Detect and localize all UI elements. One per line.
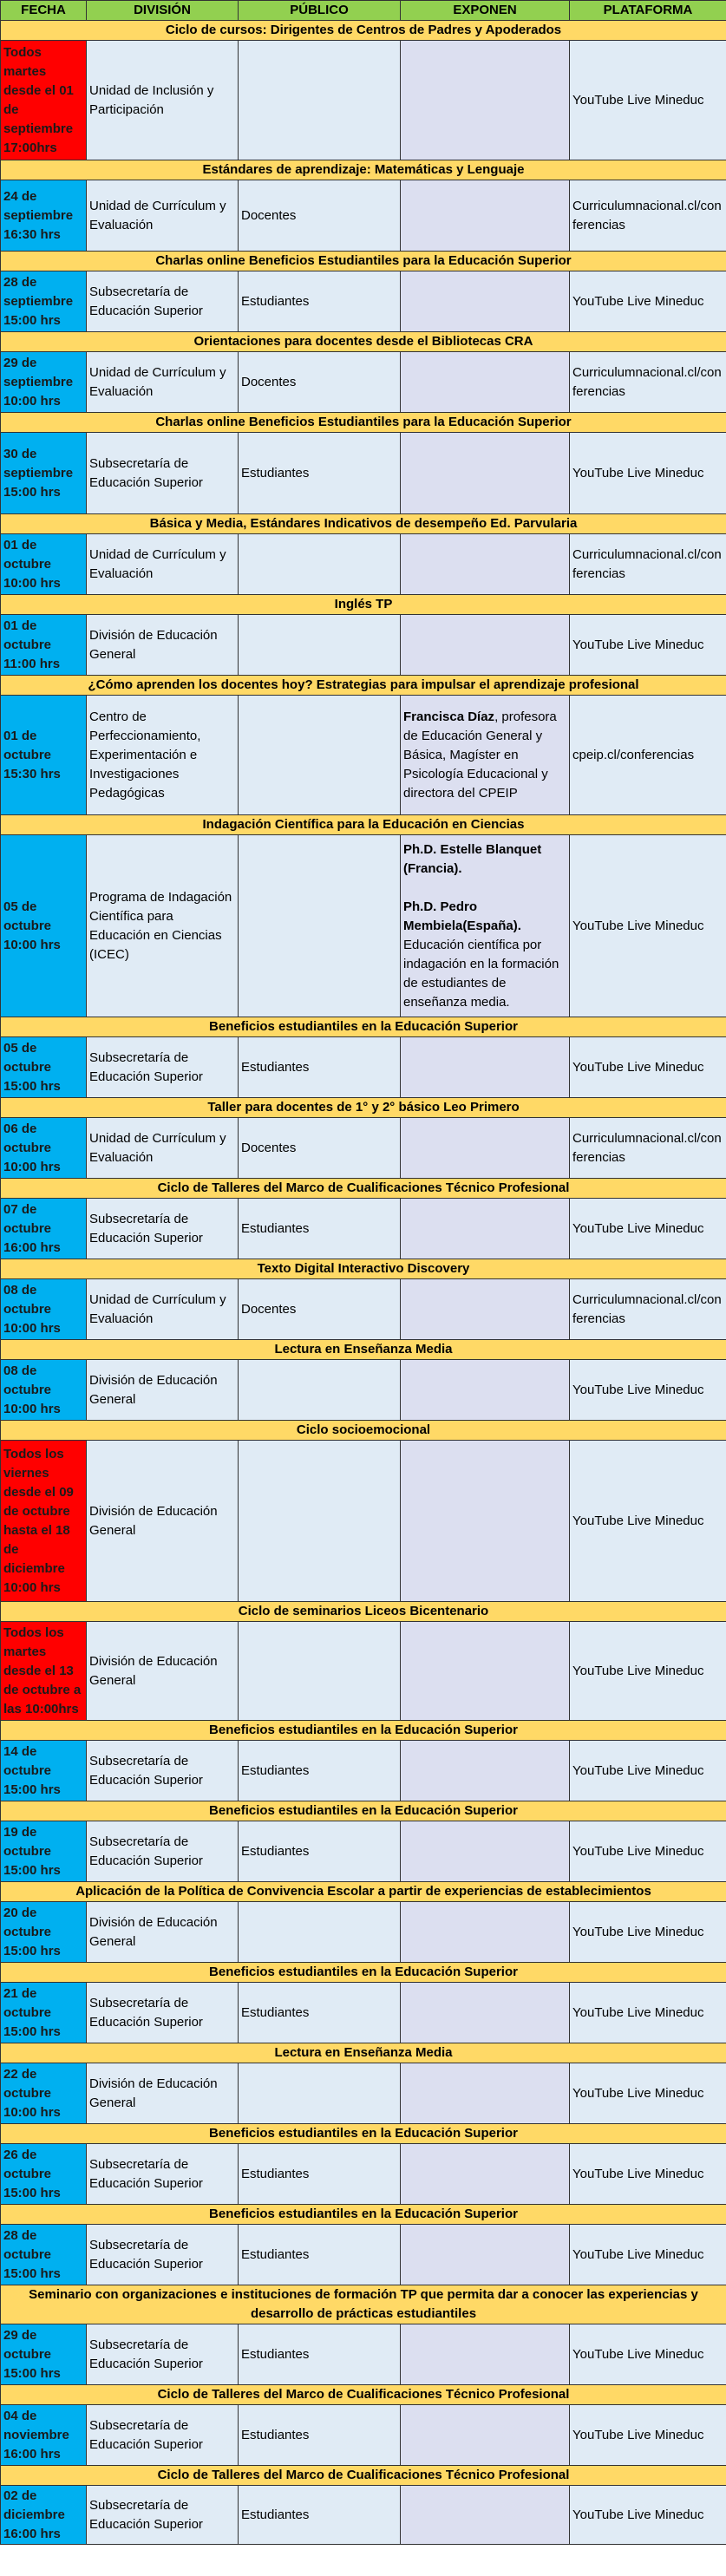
event-division: División de Educación General [87,2063,239,2124]
event-publico [239,1622,401,1721]
event-publico: Estudiantes [239,2225,401,2285]
header-division: DIVISIÓN [87,1,239,21]
event-row [1,180,726,252]
event-exponen [401,835,570,1017]
event-platform: YouTube Live Mineduc [570,1983,726,2043]
event-date: 08 de octubre 10:00 hrs [1,1360,87,1421]
event-row [1,2324,726,2385]
event-date: Todos los martes desde el 13 de octubre a las 10:00hrs [1,1622,87,1721]
event-platform: YouTube Live Mineduc [570,2486,726,2545]
event-row [1,1279,726,1340]
event-division: Subsecretaría de Educación Superior [87,1821,239,1882]
event-row [1,2486,726,2545]
event-platform: cpeip.cl/conferencias [570,696,726,815]
section-title-row [1,1421,726,1441]
event-row [1,1199,726,1259]
event-platform: YouTube Live Mineduc [570,1360,726,1421]
section-title: Ciclo de Talleres del Marco de Cualificaciones Técnico Profesional [1,1179,726,1199]
event-row [1,1741,726,1801]
event-date: 29 de septiembre 10:00 hrs [1,352,87,413]
section-title: Aplicación de la Política de Convivencia Escolar a partir de experiencias de establecimientos [1,1882,726,1902]
section-title: Básica y Media, Estándares Indicativos de desempeño Ed. Parvularia [1,514,726,534]
event-publico: Estudiantes [239,1199,401,1259]
event-division: Subsecretaría de Educación Superior [87,271,239,332]
event-exponen [401,271,570,332]
event-row [1,1622,726,1721]
section-title: Charlas online Beneficios Estudiantiles para la Educación Superior [1,252,726,271]
event-platform: Curriculumnacional.cl/conferencias [570,180,726,252]
event-publico: Docentes [239,1279,401,1340]
event-exponen [401,1037,570,1098]
section-title-row [1,1963,726,1983]
event-platform: YouTube Live Mineduc [570,2225,726,2285]
event-division: Unidad de Currículum y Evaluación [87,1118,239,1179]
event-exponen [401,1118,570,1179]
event-division: Subsecretaría de Educación Superior [87,2405,239,2466]
event-exponen [401,2225,570,2285]
event-exponen [401,2324,570,2385]
exponen-name: Ph.D. Estelle Blanquet (Francia). [403,841,542,876]
section-title: Estándares de aprendizaje: Matemáticas y Lenguaje [1,160,726,180]
event-exponen [401,1279,570,1340]
header-exponen: EXPONEN [401,1,570,21]
section-title: Taller para docentes de 1° y 2° básico Leo Primero [1,1098,726,1118]
event-platform: YouTube Live Mineduc [570,433,726,514]
section-title-row [1,160,726,180]
event-division: Unidad de Inclusión y Participación [87,41,239,160]
event-date: 24 de septiembre 16:30 hrs [1,180,87,252]
event-platform: YouTube Live Mineduc [570,41,726,160]
event-row [1,2405,726,2466]
section-title: Inglés TP [1,595,726,615]
event-exponen [401,696,570,815]
event-date: 19 de octubre 15:00 hrs [1,1821,87,1882]
section-title: Ciclo de Talleres del Marco de Cualificaciones Técnico Profesional [1,2466,726,2486]
event-publico: Docentes [239,1118,401,1179]
schedule-body [1,21,726,2545]
header-row [1,1,726,21]
event-row [1,2225,726,2285]
event-publico [239,1360,401,1421]
event-exponen [401,180,570,252]
event-row [1,1821,726,1882]
event-division: División de Educación General [87,1441,239,1602]
event-exponen [401,1622,570,1721]
section-title-row [1,514,726,534]
event-exponen [401,1983,570,2043]
event-row [1,41,726,160]
event-exponen [401,1199,570,1259]
section-title-row [1,1259,726,1279]
event-date: 05 de octubre 10:00 hrs [1,835,87,1017]
event-date: 29 de octubre 15:00 hrs [1,2324,87,2385]
event-platform: YouTube Live Mineduc [570,1199,726,1259]
event-publico [239,1441,401,1602]
section-title-row [1,2385,726,2405]
event-publico: Estudiantes [239,1037,401,1098]
event-row [1,352,726,413]
event-date: 14 de octubre 15:00 hrs [1,1741,87,1801]
event-platform: YouTube Live Mineduc [570,2063,726,2124]
event-division: Centro de Perfeccionamiento, Experimentación e Investigaciones Pedagógicas [87,696,239,815]
event-platform: Curriculumnacional.cl/conferencias [570,352,726,413]
header-fecha: FECHA [1,1,87,21]
section-title: Orientaciones para docentes desde el Bibliotecas CRA [1,332,726,352]
event-division: Subsecretaría de Educación Superior [87,2486,239,2545]
section-title: Ciclo de seminarios Liceos Bicentenario [1,1602,726,1622]
event-publico: Estudiantes [239,1983,401,2043]
section-title-row [1,1017,726,1037]
section-title-row [1,1721,726,1741]
exponen-paragraph [403,840,566,879]
event-division: Unidad de Currículum y Evaluación [87,180,239,252]
event-exponen [401,534,570,595]
event-exponen [401,41,570,160]
event-date: 20 de octubre 15:00 hrs [1,1902,87,1963]
section-title-row [1,2466,726,2486]
event-platform: YouTube Live Mineduc [570,1037,726,1098]
header-plataforma: PLATAFORMA [570,1,726,21]
event-division: División de Educación General [87,615,239,676]
event-publico: Estudiantes [239,271,401,332]
event-date: 30 de septiembre 15:00 hrs [1,433,87,514]
event-date: 22 de octubre 10:00 hrs [1,2063,87,2124]
event-publico: Docentes [239,180,401,252]
exponen-description: , profesora de Educación General y Básica, Magíster en Psicología Educacional y directora del CPEIP [403,709,557,801]
event-division: Unidad de Currículum y Evaluación [87,1279,239,1340]
event-division: Subsecretaría de Educación Superior [87,1037,239,1098]
event-publico [239,696,401,815]
event-date: 28 de septiembre 15:00 hrs [1,271,87,332]
event-row [1,534,726,595]
event-division: Subsecretaría de Educación Superior [87,2225,239,2285]
event-platform: Curriculumnacional.cl/conferencias [570,1118,726,1179]
section-title: Texto Digital Interactivo Discovery [1,1259,726,1279]
event-row [1,1360,726,1421]
section-title-row [1,595,726,615]
section-title: Indagación Científica para la Educación en Ciencias [1,815,726,835]
event-platform: YouTube Live Mineduc [570,1821,726,1882]
event-platform: YouTube Live Mineduc [570,2324,726,2385]
event-exponen [401,2405,570,2466]
header-publico: PÚBLICO [239,1,401,21]
event-exponen [401,1902,570,1963]
event-publico: Estudiantes [239,2405,401,2466]
section-title-row [1,1882,726,1902]
event-platform: YouTube Live Mineduc [570,1741,726,1801]
event-date: 01 de octubre 10:00 hrs [1,534,87,595]
event-exponen [401,2144,570,2205]
event-platform: Curriculumnacional.cl/conferencias [570,534,726,595]
event-publico [239,534,401,595]
event-row [1,433,726,514]
section-title: ¿Cómo aprenden los docentes hoy? Estrategias para impulsar el aprendizaje profesional [1,676,726,696]
event-exponen [401,352,570,413]
event-publico: Estudiantes [239,433,401,514]
event-date: 08 de octubre 10:00 hrs [1,1279,87,1340]
event-publico [239,1902,401,1963]
event-date: 01 de octubre 15:30 hrs [1,696,87,815]
event-row [1,835,726,1017]
section-title-row [1,1340,726,1360]
section-title-row [1,1098,726,1118]
event-publico: Estudiantes [239,1821,401,1882]
section-title-row [1,1179,726,1199]
event-row [1,696,726,815]
event-date: 02 de diciembre 16:00 hrs [1,2486,87,2545]
section-title: Beneficios estudiantiles en la Educación Superior [1,2124,726,2144]
section-title-row [1,21,726,41]
section-title-row [1,815,726,835]
event-row [1,2144,726,2205]
event-exponen [401,615,570,676]
event-publico [239,835,401,1017]
event-exponen [401,1821,570,1882]
section-title: Seminario con organizaciones e instituciones de formación TP que permita dar a conocer las experiencias y desarrollo de prácticas estudiantiles [1,2285,726,2324]
event-exponen [401,1360,570,1421]
section-title-row [1,2124,726,2144]
event-division: Subsecretaría de Educación Superior [87,2144,239,2205]
event-row [1,1902,726,1963]
event-division: División de Educación General [87,1622,239,1721]
event-platform: YouTube Live Mineduc [570,1622,726,1721]
event-row [1,1037,726,1098]
event-date: 04 de noviembre 16:00 hrs [1,2405,87,2466]
event-row [1,1118,726,1179]
event-publico: Estudiantes [239,2486,401,2545]
event-row [1,615,726,676]
event-exponen [401,2063,570,2124]
event-division: División de Educación General [87,1360,239,1421]
event-date: 28 de octubre 15:00 hrs [1,2225,87,2285]
event-platform: YouTube Live Mineduc [570,1441,726,1602]
event-division: Subsecretaría de Educación Superior [87,1741,239,1801]
exponen-paragraph [403,898,566,1012]
section-title: Beneficios estudiantiles en la Educación Superior [1,1963,726,1983]
event-date: 06 de octubre 10:00 hrs [1,1118,87,1179]
section-title: Lectura en Enseñanza Media [1,2043,726,2063]
section-title-row [1,413,726,433]
event-division: Subsecretaría de Educación Superior [87,2324,239,2385]
event-division: Subsecretaría de Educación Superior [87,1199,239,1259]
event-row [1,1441,726,1602]
event-publico [239,2063,401,2124]
event-division: Subsecretaría de Educación Superior [87,1983,239,2043]
section-title-row [1,2043,726,2063]
event-division: Unidad de Currículum y Evaluación [87,534,239,595]
section-title: Lectura en Enseñanza Media [1,1340,726,1360]
event-platform: YouTube Live Mineduc [570,615,726,676]
event-platform: YouTube Live Mineduc [570,271,726,332]
event-exponen [401,1441,570,1602]
event-publico [239,41,401,160]
section-title-row [1,2285,726,2324]
event-platform: Curriculumnacional.cl/conferencias [570,1279,726,1340]
section-title-row [1,252,726,271]
section-title: Ciclo de cursos: Dirigentes de Centros de Padres y Apoderados [1,21,726,41]
event-date: 26 de octubre 15:00 hrs [1,2144,87,2205]
event-row [1,2063,726,2124]
section-title-row [1,676,726,696]
section-title-row [1,332,726,352]
exponen-paragraph [403,708,566,803]
event-row [1,271,726,332]
event-division: Subsecretaría de Educación Superior [87,433,239,514]
event-exponen [401,433,570,514]
section-title: Charlas online Beneficios Estudiantiles para la Educación Superior [1,413,726,433]
section-title-row [1,1602,726,1622]
exponen-name: Francisca Díaz [403,709,495,724]
event-date: Todos los viernes desde el 09 de octubre hasta el 18 de diciembre 10:00 hrs [1,1441,87,1602]
event-exponen [401,1741,570,1801]
event-exponen [401,2486,570,2545]
event-date: 05 de octubre 15:00 hrs [1,1037,87,1098]
event-platform: YouTube Live Mineduc [570,2405,726,2466]
section-title: Beneficios estudiantiles en la Educación Superior [1,1721,726,1741]
event-publico: Estudiantes [239,2324,401,2385]
exponen-paragraph [403,879,566,898]
section-title: Ciclo de Talleres del Marco de Cualificaciones Técnico Profesional [1,2385,726,2405]
event-division: División de Educación General [87,1902,239,1963]
event-platform: YouTube Live Mineduc [570,835,726,1017]
event-date: 21 de octubre 15:00 hrs [1,1983,87,2043]
event-date: 01 de octubre 11:00 hrs [1,615,87,676]
event-date: 07 de octubre 16:00 hrs [1,1199,87,1259]
event-date: Todos martes desde el 01 de septiembre 17:00hrs [1,41,87,160]
event-row [1,1983,726,2043]
event-platform: YouTube Live Mineduc [570,2144,726,2205]
event-publico: Estudiantes [239,2144,401,2205]
event-platform: YouTube Live Mineduc [570,1902,726,1963]
event-publico [239,615,401,676]
exponen-name: Ph.D. Pedro Membiela(España). [403,899,521,933]
event-publico: Docentes [239,352,401,413]
section-title: Beneficios estudiantiles en la Educación Superior [1,1801,726,1821]
section-title: Ciclo socioemocional [1,1421,726,1441]
section-title: Beneficios estudiantiles en la Educación Superior [1,1017,726,1037]
exponen-description: Educación científica por indagación en la formación de estudiantes de enseñanza media. [403,937,559,1010]
section-title-row [1,2205,726,2225]
section-title: Beneficios estudiantiles en la Educación Superior [1,2205,726,2225]
event-division: Programa de Indagación Científica para Educación en Ciencias (ICEC) [87,835,239,1017]
event-publico: Estudiantes [239,1741,401,1801]
event-division: Unidad de Currículum y Evaluación [87,352,239,413]
section-title-row [1,1801,726,1821]
